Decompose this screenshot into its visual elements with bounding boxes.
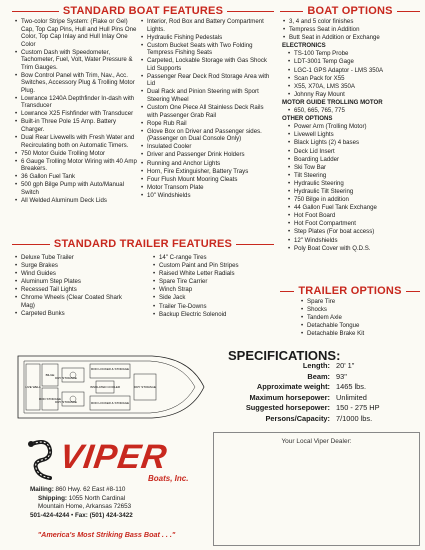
fax-label: Fax: <box>74 511 88 519</box>
list-item: • Lowrance X25 Fishfinder with Transducer <box>14 110 138 118</box>
spec-value: Unlimited <box>336 392 367 402</box>
diagram-label-insulated: INSULATED COOLER <box>89 385 121 389</box>
list-item: • X55, X70A, LMS 350A <box>282 83 420 91</box>
diagram-label-rodlocker: ROD LOCKER & STORAGE <box>90 367 130 371</box>
spec-label: Maximum horsepower: <box>249 392 330 402</box>
diagram-label-bilge: BILGE <box>45 373 55 377</box>
boat-options-header <box>280 4 420 18</box>
list-item: • 6 Gauge Trolling Motor Wiring with 40 Amp Breakers. <box>14 158 138 173</box>
trailer-features-title: STANDARD TRAILER FEATURES <box>53 238 233 250</box>
dealer-label: Your Local Viper Dealer: <box>281 438 352 445</box>
mailing-line <box>30 486 133 495</box>
spec-label: Suggested horsepower: <box>245 403 330 412</box>
list-item: • Hot Foot Board <box>282 212 420 220</box>
list-item: • LDT-3001 Temp Gage <box>282 58 420 66</box>
list-item: • Winch Strap <box>152 286 274 294</box>
brand-sub: Boats, Inc. <box>148 474 189 483</box>
list-item: • Deluxe Tube Trailer <box>14 254 134 262</box>
list-item: • Power Arm (Trolling Motor) <box>282 123 420 131</box>
diagram-label-livewell: LIVE WELL <box>25 385 41 389</box>
spec-row <box>210 361 420 372</box>
boat-features-header <box>12 4 274 18</box>
list-item: • All Welded Aluminum Deck Lids <box>14 197 138 205</box>
list-item: • Wind Guides <box>14 270 134 278</box>
list-item: • Carpeted, Lockable Storage with Gas Shock Lid Supports <box>140 57 274 72</box>
list-item: • Insulated Cooler <box>140 143 274 151</box>
trailer-options-header <box>280 284 420 298</box>
list-item: OTHER OPTIONS <box>282 115 333 123</box>
list-item: • Aluminum Step Plates <box>14 278 134 286</box>
list-item: • Four Flush Mount Mooring Cleats <box>140 176 274 184</box>
spec-label: Persons/Capacity: <box>265 413 330 423</box>
list-item: • Spare Tire <box>300 298 420 306</box>
list-item: • Hydraulic Tilt Steering <box>282 188 420 196</box>
mailing-label: Mailing: <box>30 486 54 493</box>
trailer-features-left-list <box>14 254 134 318</box>
list-item: • Poly Boat Cover with Q.D.S. <box>282 245 420 253</box>
spec-row <box>210 414 420 425</box>
list-item: • Trailer Tie-Downs <box>152 303 274 311</box>
list-item: • Tilt Steering <box>282 172 420 180</box>
list-item: • Running and Anchor Lights <box>140 160 274 168</box>
trailer-features-right-list <box>152 254 274 319</box>
dealer-box <box>213 432 420 546</box>
list-item: • Dual Rack and Pinion Steering with Sport Steering Wheel <box>140 88 274 103</box>
list-item: • Spare Tire Carrier <box>152 278 274 286</box>
diagram-label-drystorage3: DRY STORAGE <box>134 385 156 389</box>
diagram-label-rodlocker2: ROD LOCKER & STORAGE <box>90 401 130 405</box>
list-item: • Two-color Stripe System: (Flake or Gel) Cap, Top Cap Pins, Hull and Hull Pins One Color, Top Cap Inlay and Hull Inlay One Color <box>14 18 138 48</box>
list-item: • LGC-1 GPS Adaptor - LMS 350A <box>282 67 420 75</box>
list-item: • Side Jack <box>152 294 274 302</box>
spec-value: 150 - 275 HP <box>336 403 380 412</box>
list-item: • Boarding Ladder <box>282 156 420 164</box>
list-item: • Scan Pack for X55 <box>282 75 420 83</box>
list-item: • Interior, Rod Box and Battery Compartment Lights. <box>140 18 274 33</box>
list-item: • 44 Gallon Fuel Tank Exchange <box>282 204 420 212</box>
list-item: MOTOR GUIDE TROLLING MOTOR <box>282 98 383 106</box>
list-item: • 36 Gallon Fuel Tank <box>14 173 138 181</box>
list-item: ELECTRONICS <box>282 42 326 50</box>
shipping-label: Shipping: <box>38 494 68 502</box>
list-item: • Lowrance 1240A Depthfinder In-dash with Transducer <box>14 95 138 110</box>
list-item: • TS-100 Temp Probe <box>282 50 420 58</box>
list-item: • Rope Rub Rail <box>140 120 274 128</box>
list-item: • Deck Lid Insert <box>282 148 420 156</box>
spec-row <box>210 393 420 404</box>
list-item: • 750 Motor Guide Trolling Motor <box>14 150 138 158</box>
list-item: • Passenger Rear Deck Rod Storage Area with Lid <box>140 73 274 88</box>
list-item: • 14" C-range Tires <box>152 254 274 262</box>
spec-label: Length: <box>302 361 330 370</box>
boat-layout-diagram <box>12 348 207 426</box>
list-item: • Shocks <box>300 306 420 314</box>
spec-value: 7/1000 lbs. <box>336 413 373 423</box>
list-item: • Hydraulic Steering <box>282 180 420 188</box>
list-item: • Backup Electric Solenoid <box>152 311 274 319</box>
list-item: • Tandem Axle <box>300 314 420 322</box>
list-item: • Livewell Lights <box>282 131 420 139</box>
brand-name: VIPER <box>57 438 170 476</box>
mailing-address: 860 Hwy. 62 East #8-110 <box>55 486 126 493</box>
list-item: • Driver and Passenger Drink Holders <box>140 151 274 159</box>
city-line: Mountain Home, Arkansas 72653 <box>38 503 132 510</box>
list-item: • Recessed Tail Lights <box>14 286 134 294</box>
list-item: • Bow Control Panel with Trim, Nav., Acc. Switches, Accessory Plug & Trolling Motor Plug. <box>14 72 138 95</box>
list-item: • 750 Bilge in addition <box>282 196 420 204</box>
specifications-table <box>210 361 420 424</box>
diagram-label-rodstorage: ROD STORAGE <box>38 397 62 401</box>
trailer-options-title: TRAILER OPTIONS <box>298 285 402 297</box>
list-item: • Black Lights (2) 4 bases <box>282 139 420 147</box>
slogan: "America's Most Striking Bass Boat . . ." <box>37 530 176 539</box>
list-item: • Custom One Piece All Stainless Deck Rails with Passenger Grab Rail <box>140 104 274 119</box>
list-item: • Built-in Three Pole 15 Amp. Battery Charger. <box>14 118 138 133</box>
spec-value: 93" <box>336 371 347 381</box>
list-item: • Raised White Letter Radials <box>152 270 274 278</box>
list-item: • Hydraulic Fishing Pedestals <box>140 34 274 42</box>
spec-label: Beam: <box>307 371 330 381</box>
spec-value: 1465 lbs. <box>336 382 366 391</box>
boat-features-title: STANDARD BOAT FEATURES <box>62 5 224 17</box>
boat-options-title: BOAT OPTIONS <box>307 5 393 17</box>
list-item: • Custom Dash with Speedometer, Tachometer, Fuel, Volt, Water Pressure & Trim Gauges. <box>14 49 138 72</box>
list-item: • Johnny Ray Mount <box>282 91 420 99</box>
boat-features-left-list <box>14 18 138 205</box>
spec-label: Approximate weight: <box>256 382 330 391</box>
specifications-title: SPECIFICATIONS: <box>228 348 341 363</box>
list-item: • Detachable Tongue <box>300 322 420 330</box>
list-item: • Step Plates (For boat access) <box>282 228 420 236</box>
boat-options-list <box>282 18 420 253</box>
list-item: • Custom Paint and Pin Stripes <box>152 262 274 270</box>
boat-features-right-list <box>140 18 274 200</box>
shipping-line <box>30 495 133 504</box>
viper-logo <box>20 436 205 486</box>
list-item: • 500 gph Bilge Pump with Auto/Manual Switch <box>14 181 138 196</box>
list-item: • 10" Windshields <box>140 192 274 200</box>
contact-block <box>30 486 133 520</box>
spec-row <box>210 372 420 383</box>
fax-number: (501) 424-3422 <box>89 511 133 519</box>
spec-value: 20' 1" <box>336 361 355 370</box>
list-item: • Custom Bucket Seats with Two Folding Tempress Fishing Seats <box>140 42 274 57</box>
list-item: • Hot Foot Compartment <box>282 220 420 228</box>
list-item: • Dual Rear Livewells with Fresh Water and Recirculating both on Automatic Timers. <box>14 134 138 149</box>
list-item: • Carpeted Bunks <box>14 310 134 318</box>
list-item: • 12" Windshields <box>282 237 420 245</box>
phone-line: 501-424-4244 • Fax: (501) 424-3422 <box>30 511 133 519</box>
list-item: • Surge Brakes <box>14 262 134 270</box>
list-item: • Detachable Brake Kit <box>300 330 420 338</box>
list-item: • Glove Box on Driver and Passenger sides. (Passenger on Dual Console Only) <box>140 128 274 143</box>
list-item: • Chrome Wheels (Clear Coated Shark Mag) <box>14 294 134 309</box>
list-item: • Motor Transom Plate <box>140 184 274 192</box>
diagram-label-drystorage: DRY STORAGE <box>55 376 77 380</box>
list-item: • Ski Tow Bar <box>282 164 420 172</box>
trailer-options-list <box>300 298 420 338</box>
spec-row <box>210 403 420 414</box>
spec-row <box>210 382 420 393</box>
list-item: • Tempress Seat in Addition <box>282 26 420 34</box>
diagram-label-drystorage2: DRY STORAGE <box>55 400 77 404</box>
shipping-address: 1055 North Cardinal <box>68 494 126 502</box>
list-item: • 3, 4 and 5 color finishes <box>282 18 420 26</box>
phone-number: 501-424-4244 <box>30 511 70 519</box>
trailer-features-header <box>12 237 274 251</box>
list-item: • Butt Seat in Addition or Exchange <box>282 34 420 42</box>
list-item: • 650, 665, 765, 775 <box>282 107 420 115</box>
list-item: • Horn, Fire Extinguisher, Battery Trays <box>140 168 274 176</box>
